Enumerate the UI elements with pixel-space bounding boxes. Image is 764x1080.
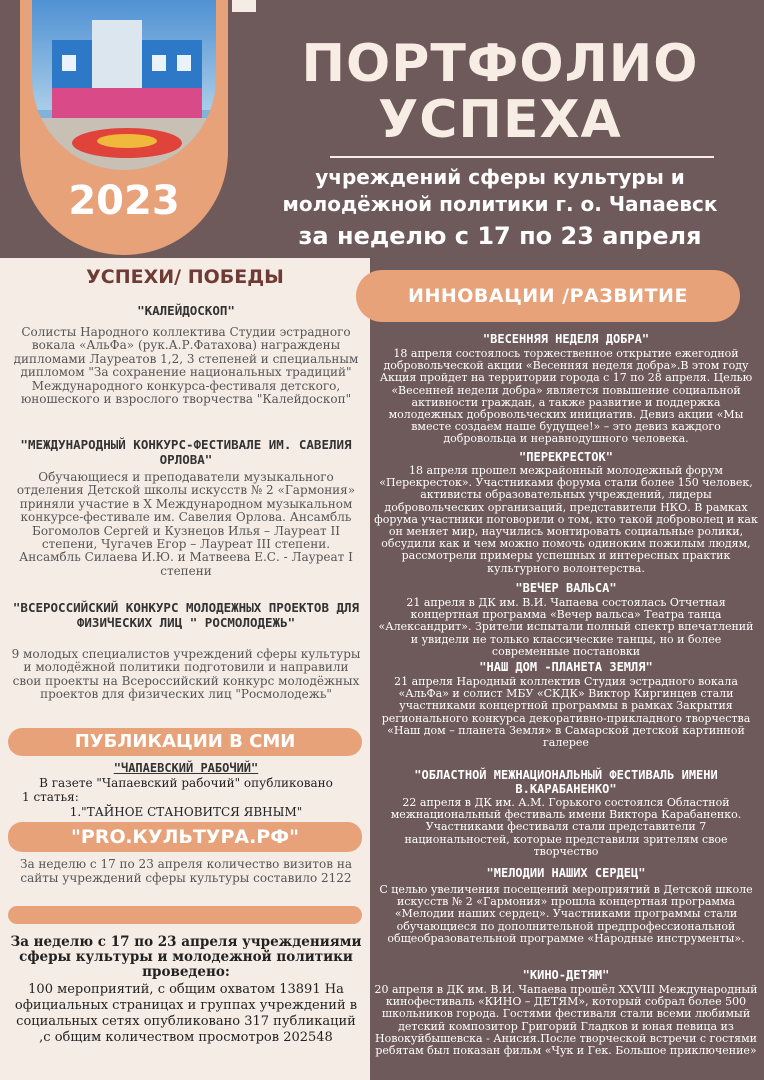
success-item-head: "ВСЕРОССИЙСКИЙ КОНКУРС МОЛОДЕЖНЫХ ПРОЕКТОВ ДЛЯ ФИЗИЧЕСКИХ ЛИЦ " РОСМОЛОДЕЖЬ": [12, 600, 360, 630]
title-line-2: УСПЕХА: [378, 90, 622, 150]
header-notch: [232, 0, 256, 12]
success-section-title: УСПЕХИ/ ПОБЕДЫ: [86, 266, 284, 288]
media-section-title: ПУБЛИКАЦИИ В СМИ: [8, 728, 362, 756]
page-subtitle: [240, 164, 760, 218]
media-source-head: "ЧАПАЕВСКИЙ РАБОЧИЙ": [113, 761, 259, 775]
innovation-item-head: "ПЕРЕКРЕСТОК": [519, 450, 613, 464]
summary-text: 100 мероприятий, с общим охватом 13891 На официальных страницах и группах учреждений в социальных сетях опубликовано 317 публикаций ,с общим количеством просмотров 202548: [14, 982, 358, 1045]
innovation-item-text: 20 апреля в ДК им. В.И. Чапаева прошёл XXVIII Международный кинофестиваль «КИНО – ДЕТЯМ», который собрал более 500 школьников города. Гостями фестиваля стали всеми любимый детский композитор Григорий Гладков и юная певица из Новокуйбышевска - Анисия.После творческой встречи с гостями ребятам был показан фильм «Чук и Гек. Большое приключение»: [374, 983, 758, 1058]
year-label: 2023: [68, 178, 180, 224]
innovation-item-text: 18 апреля прошел межрайонный молодежный форум «Перекресток». Участниками форума стали более 150 человек, активисты образовательных учреждений, лидеры добровольческих организаций, представители НКО. В рамках форума участники поговорили о том, кто такой доброволец и как он меняет мир, научились монтировать социальные ролики, обсудили как и чем можно помочь одиноким пожилым людям, рассмотрели примеры успешных и интересных практик культурного волонтерства.: [374, 464, 758, 575]
pro-culture-title: "PRO.КУЛЬТУРА.РФ": [8, 822, 362, 852]
subtitle-line-2: молодёжной политики г. о. Чапаевск: [282, 192, 718, 216]
innovation-item-text: 21 апреля Народный коллектив Студия эстрадного вокала «АльФа» и солист МБУ «СКДК» Виктор Киргинцев стали участниками концертной программы в рамках Закрытия регионального конкурса декоративно-прикладного творчества «Наш дом – планета Земля» в Самарской детской картинной галерее: [381, 675, 751, 750]
innovation-item-head: "ОБЛАСТНОЙ МЕЖНАЦИОНАЛЬНЫЙ ФЕСТИВАЛЬ ИМЕНИ В.КАРАБАНЕНКО": [414, 768, 718, 796]
innovation-item-text: 21 апреля в ДК им. В.И. Чапаева состоялась Отчетная концертная программа «Вечер вальса» Театра танца «Александрит». Зрители испытали полный спектр впечатлений и увидели не только классические танцы, но и более современные постановки: [378, 596, 754, 658]
innovation-item-head: "КИНО-ДЕТЯМ": [522, 968, 610, 982]
innovation-item-head: "ВЕСЕННЯЯ НЕДЕЛЯ ДОБРА": [482, 332, 650, 346]
innovation-section-title: ИННОВАЦИИ /РАЗВИТИЕ: [356, 270, 740, 322]
innovation-item-text: 18 апреля состоялось торжественное открытие ежегодной добровольческой акции «Весенняя неделя добра».В этом году Акция пройдет на территории города с 17 по 28 апреля. Целью «Весенней недели добра» является повышение социальной активности граждан, а также развитие и поддержка молодежных добровольческих инициатив. Девиз акции «Мы вместе создаем наше будущее!» – это девиз каждого добровольца и неравнодушного человека.: [379, 347, 753, 446]
success-item-head: "КАЛЕЙДОСКОП": [137, 303, 235, 318]
subtitle-line-1: учреждений сферы культуры и: [315, 165, 685, 189]
summary-head: За неделю с 17 по 23 апреля учреждениями сферы культуры и молодежной политики проведено:: [10, 934, 362, 980]
media-article: 1."ТАЙНОЕ СТАНОВИТСЯ ЯВНЫМ": [69, 805, 303, 819]
innovation-item-text: С целью увеличения посещений мероприятий в Детской школе искусств № 2 «Гармония» прошла концертная программа «Мелодии наших сердец». Участниками программы стали обучающиеся по дополнительной предпрофессиональной общеобразовательной программе «Народные инструменты».: [379, 883, 753, 945]
innovation-item-head: "НАШ ДОМ -ПЛАНЕТА ЗЕМЛЯ": [479, 660, 653, 674]
media-line: 1 статья:: [22, 790, 79, 804]
innovation-item-head: "МЕЛОДИИ НАШИХ СЕРДЕЦ": [486, 866, 646, 880]
innovation-item-head: "ВЕЧЕР ВАЛЬСА": [515, 581, 617, 595]
page-title: [240, 36, 760, 148]
week-range: за неделю с 17 по 23 апреля: [298, 222, 702, 250]
success-item-text: Солисты Народного коллектива Студии эстрадного вокала «АльФа» (рук.А.Р.Фатахова) награждены дипломами Лауреатов 1,2, 3 степеней и специальным дипломом "За сохранение национальных традиций" Международного конкурса-фестиваля детского, юношеского и взрослого творчества "Калейдоскоп": [13, 325, 359, 407]
success-item-head: "МЕЖДУНАРОДНЫЙ КОНКУРС-ФЕСТИВАЛЕ ИМ. САВЕЛИЯ ОРЛОВА": [20, 437, 352, 467]
success-item-text: 9 молодых специалистов учреждений сферы культуры и молодёжной политики подготовили и направили свои проекты на Всероссийский конкурс молодёжных проектов для физических лиц "Росмолодежь": [11, 647, 361, 702]
building-photo: [32, 0, 216, 170]
innovation-item-text: 22 апреля в ДК им. А.М. Горького состоялся Областной межнациональный фестиваль имени Виктора Карабаненко. Участниками фестиваля стали представители 7 национальностей, которые представили зрителям свое творчество: [390, 796, 742, 858]
divider-bar: [8, 906, 362, 924]
title-line-1: ПОРТФОЛИО: [301, 34, 699, 94]
title-divider: [330, 156, 714, 158]
success-item-text: Обучающиеся и преподаватели музыкального отделения Детской школы искусств № 2 «Гармония» приняли участие в X Международном музыкальном конкурсе-фестивале им. Савелия Орлова. Ансамбль Богомолов Сергей и Кузнецов Илья – Лауреат II степени, Чугачев Егор – Лауреат III степени. Ансамбль Силаева И.Ю. и Матвеева Е.С. - Лауреат I степени: [16, 470, 356, 578]
pro-culture-text: За неделю с 17 по 23 апреля количество визитов на сайты учреждений сферы культуры составило 2122: [19, 857, 353, 885]
media-line: В газете "Чапаевский рабочий" опубликовано: [39, 776, 333, 790]
